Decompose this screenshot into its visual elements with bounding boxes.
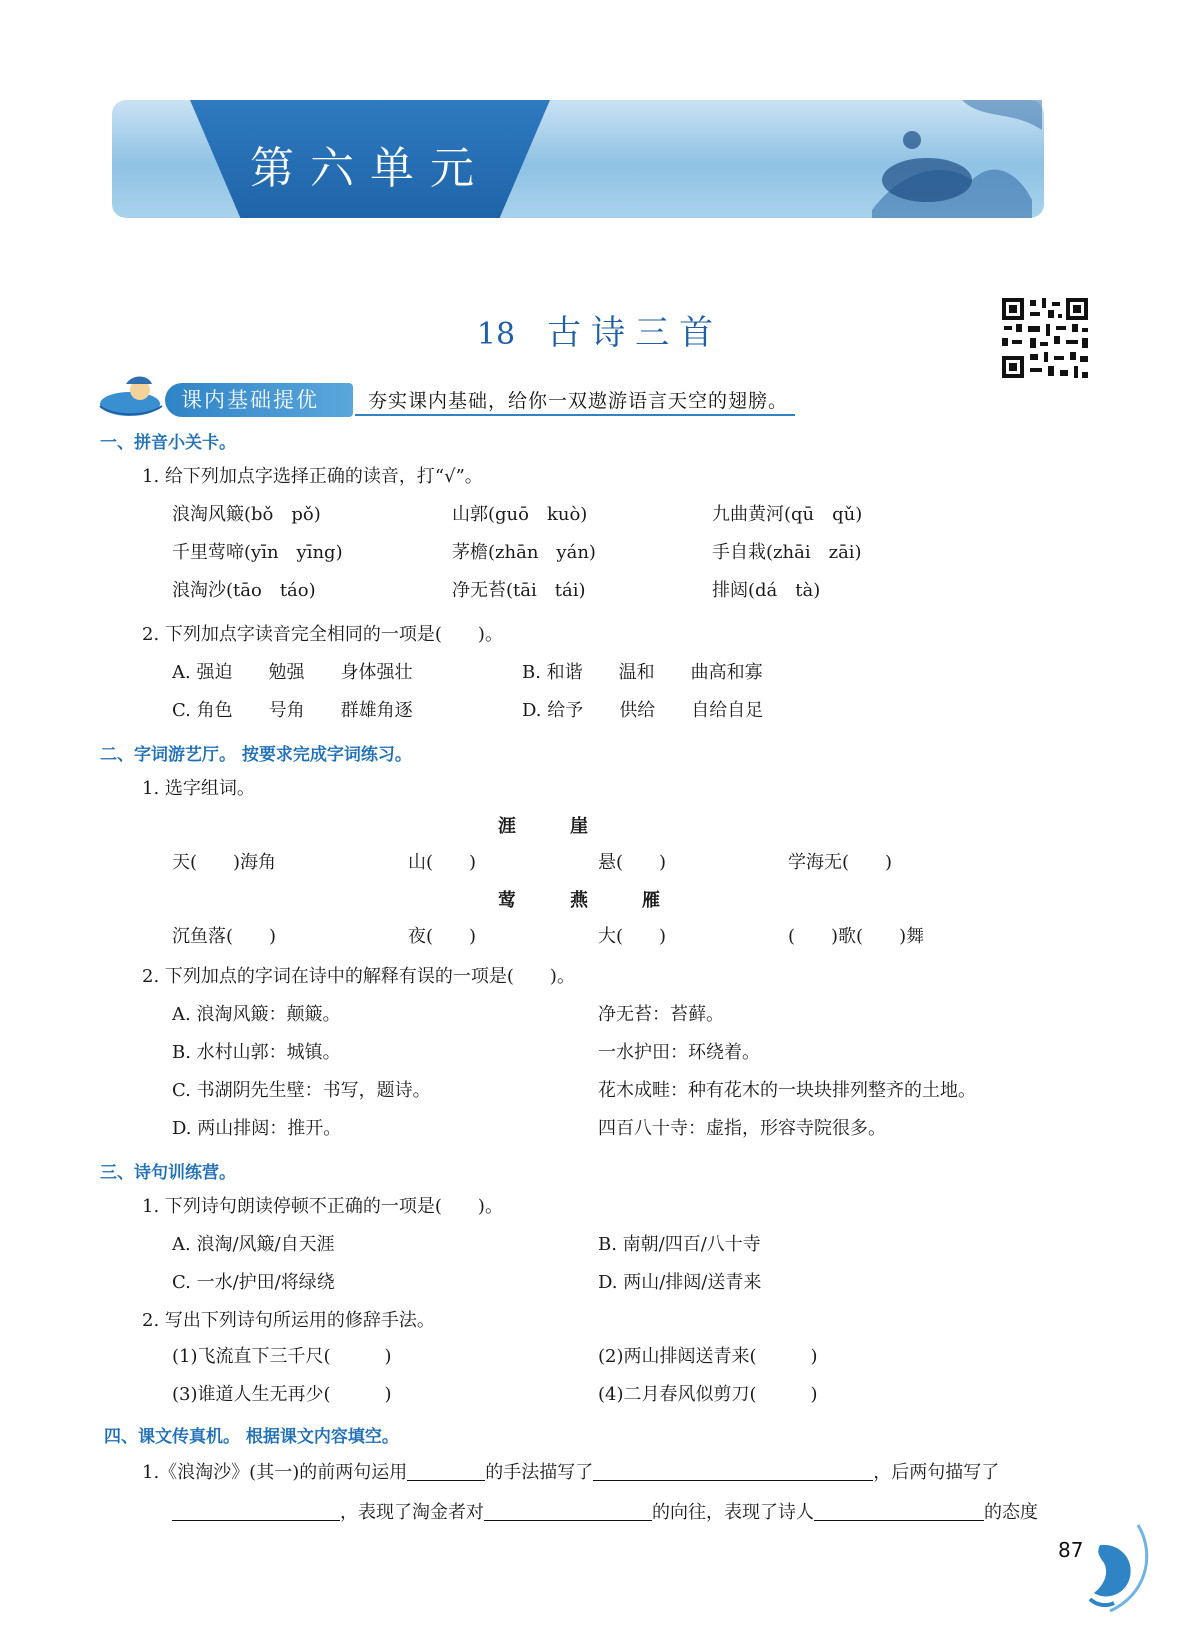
explain-item: 一水护田：环绕着。 [598,1042,760,1063]
part3-heading: 三、诗句训练营。 [100,1163,236,1183]
pinyin-item: 净无苔(tāi tái) [452,580,586,601]
explain-item: 四百八十寺：虚指，形容寺院很多。 [598,1118,886,1139]
word-blank: 学海无( ) [788,852,893,873]
part2-q2-stem: 2. 下列加点的字词在诗中的解释有误的一项是( )。 [142,966,575,987]
option-a: A. 强迫 勉强 身体强壮 [172,662,413,683]
word-blank: 沉鱼落( ) [172,926,277,947]
pinyin-item: 手自栽(zhāi zāi) [712,542,862,563]
unit-title: 第六单元 [250,143,490,194]
fill-text: ，后两句描写了 [873,1462,1000,1483]
word-blank: 夜( ) [408,926,477,947]
pinyin-item: 茅檐(zhān yán) [452,542,596,563]
answer-blank[interactable] [407,1462,485,1481]
char-choices-2: 莺 燕 雁 [498,890,660,911]
explain-item: 花木成畦：种有花木的一块块排列整齐的土地。 [598,1080,976,1101]
lesson-number: 18 [476,317,516,352]
option-c: C. 角色 号角 群雄角逐 [172,700,413,721]
qr-code-icon[interactable] [1000,296,1090,380]
pinyin-item: 浪淘风簸(bǒ pǒ) [172,504,321,525]
fill-line-2 [172,1498,1038,1524]
word-blank: ( )歌( )舞 [788,926,925,947]
option-b: B. 和谐 温和 曲高和寡 [522,662,763,683]
section-tagline: 夯实课内基础，给你一双遨游语言天空的翅膀。 [368,390,789,412]
dolphin-icon [1060,1515,1150,1615]
lesson-name: 古诗三首 [547,313,724,353]
rhetoric-item: (1)飞流直下三千尺( ) [172,1346,392,1367]
pinyin-item: 浪淘沙(tāo táo) [172,580,316,601]
char-choices-1: 涯 崖 [498,816,588,837]
fill-line-1 [142,1458,999,1484]
option-d: D. 两山/排闼/送青来 [598,1272,762,1293]
pinyin-item: 山郭(guō kuò) [452,504,588,525]
pinyin-item: 九曲黄河(qū qǔ) [712,504,863,525]
section-underline [355,414,795,416]
page-number: 87 [1058,1538,1084,1562]
rhetoric-item: (4)二月春风似剪刀( ) [598,1384,818,1405]
answer-blank[interactable] [814,1502,984,1521]
explain-item: C. 书湖阴先生壁：书写，题诗。 [172,1080,431,1101]
rhetoric-item: (2)两山排闼送青来( ) [598,1346,818,1367]
part2-q1-stem: 1. 选字组词。 [142,778,255,799]
part2-heading: 二、字词游艺厅。 按要求完成字词练习。 [100,745,412,765]
explain-item: D. 两山排闼：推开。 [172,1118,342,1139]
option-a: A. 浪淘/风簸/自天涯 [172,1234,335,1255]
pinyin-item: 排闼(dá tà) [712,580,821,601]
rhetoric-item: (3)谁道人生无再少( ) [172,1384,392,1405]
part3-q1-stem: 1. 下列诗句朗读停顿不正确的一项是( )。 [142,1196,503,1217]
option-c: C. 一水/护田/将绿绕 [172,1272,335,1293]
section-banner: 课内基础提优 [165,383,353,417]
answer-blank[interactable] [593,1462,873,1481]
mascot-icon [96,370,166,420]
answer-blank[interactable] [484,1502,652,1521]
option-b: B. 南朝/四百/八十寺 [598,1234,761,1255]
option-d: D. 给予 供给 自给自足 [522,700,764,721]
fill-text: ，表现了淘金者对 [340,1502,484,1523]
explain-item: 净无苔：苔藓。 [598,1004,724,1025]
fill-text: 的手法描写了 [485,1462,594,1483]
fill-text: 1.《浪淘沙》(其一)的前两句运用 [142,1462,408,1483]
part3-q2-stem: 2. 写出下列诗句所运用的修辞手法。 [142,1310,435,1331]
word-blank: 天( )海角 [172,852,277,873]
part1-q2-stem: 2. 下列加点字读音完全相同的一项是( )。 [142,624,503,645]
answer-blank[interactable] [172,1502,340,1521]
fill-text: 的态度 [984,1502,1038,1523]
part1-q1-stem: 1. 给下列加点字选择正确的读音，打“√”。 [142,466,483,487]
pinyin-item: 千里莺啼(yīn yīng) [172,542,343,563]
fill-text: 的向往，表现了诗人 [652,1502,814,1523]
word-blank: 悬( ) [598,852,667,873]
word-blank: 大( ) [598,926,667,947]
part1-heading: 一、拼音小关卡。 [100,433,236,453]
word-blank: 山( ) [408,852,477,873]
part4-heading: 四、课文传真机。 根据课文内容填空。 [104,1427,399,1447]
explain-item: B. 水村山郭：城镇。 [172,1042,341,1063]
explain-item: A. 浪淘风簸：颠簸。 [172,1004,341,1025]
